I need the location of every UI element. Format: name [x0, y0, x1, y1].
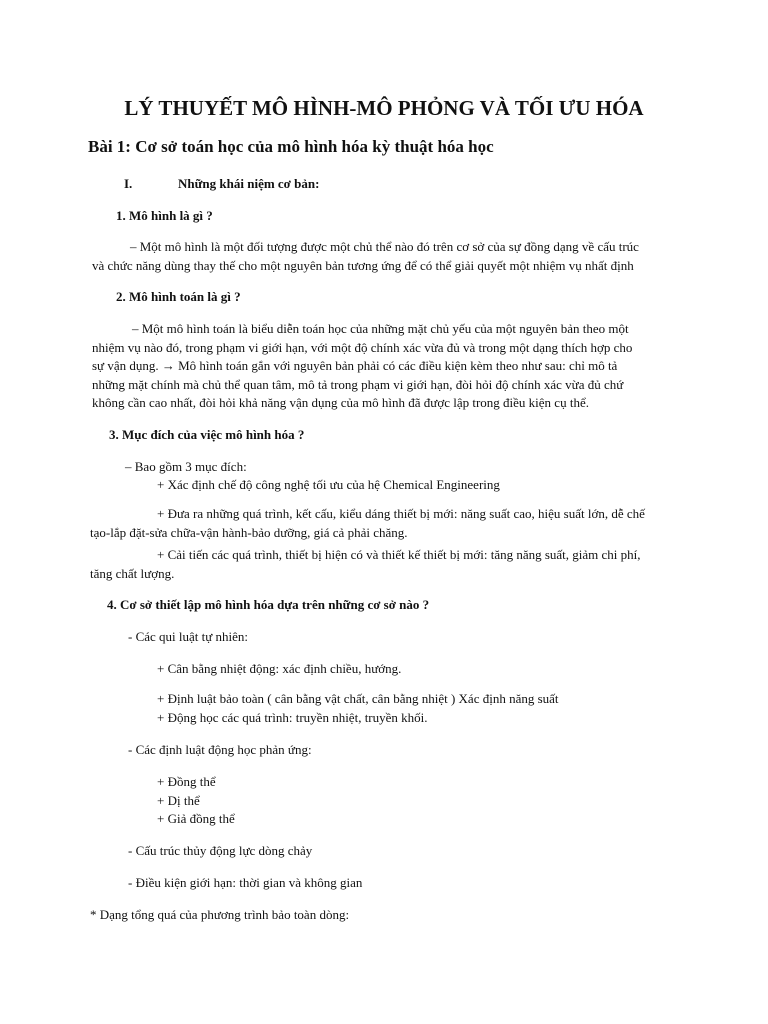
purpose-item-1: + Xác định chế độ công nghệ tối ưu của hệ Chemical Engineering	[157, 477, 500, 492]
natural-law-item-1: + Cân bằng nhiệt động: xác định chiều, hướng.	[157, 661, 402, 676]
section-heading: Những khái niệm cơ bản:	[178, 176, 320, 191]
question-4-heading: 4. Cơ sở thiết lập mô hình hóa dựa trên những cơ sở nào ?	[107, 597, 430, 612]
document-title: LÝ THUYẾT MÔ HÌNH-MÔ PHỎNG VÀ TỐI ƯU HÓA	[124, 96, 644, 120]
hydrodynamics-item: - Cấu trúc thủy động lực dòng chảy	[128, 843, 313, 858]
answer-line: và chức năng dùng thay thế cho một nguyên bản tương ứng để có thể giải quyết một nhiệm vụ nhất định	[92, 257, 634, 273]
answer-line: sự vận dụng. → Mô hình toán gắn với nguyên bản phải có các điều kiện kèm theo như sau: chỉ mô tả	[92, 358, 618, 373]
answer-line: + Đưa ra những quá trình, kết cấu, kiểu dáng thiết bị mới: năng suất cao, hiệu suất lớn, dễ chế	[157, 506, 645, 521]
question-2-heading: 2. Mô hình toán là gì ?	[116, 289, 241, 304]
purpose-item-3	[90, 546, 680, 583]
question-3-intro: – Bao gồm 3 mục đích:	[125, 459, 247, 474]
answer-line: không cần cao nhất, đòi hỏi khả năng vận dụng của mô hình đã được lập trong điều kiện cụ thể.	[92, 395, 589, 410]
answer-line: tăng chất lượng.	[90, 565, 175, 581]
lesson-heading: Bài 1: Cơ sở toán học của mô hình hóa kỳ thuật hóa học	[88, 137, 494, 156]
answer-line: tạo-lắp đặt-sửa chữa-vận hành-bảo dưỡng, giá cả phải chăng.	[90, 524, 408, 540]
question-3-heading: 3. Mục đích của việc mô hình hóa ?	[109, 427, 305, 442]
answer-line: – Một mô hình toán là biểu diễn toán học của những mặt chủ yếu của một nguyên bản theo một	[132, 321, 629, 336]
answer-line: những mặt chính mà chủ thể quan tâm, mô tả trong phạm vi giới hạn, đòi hỏi độ chính xác vừa đủ chứ	[92, 376, 624, 392]
natural-laws-heading: - Các qui luật tự nhiên:	[128, 629, 249, 644]
section-number: I.	[124, 176, 133, 191]
natural-law-item-3: + Động học các quá trình: truyền nhiệt, truyền khối.	[157, 710, 428, 725]
question-2-answer	[92, 320, 678, 413]
conservation-equation-note: * Dạng tổng quá của phương trình bảo toàn dòng:	[90, 907, 350, 922]
kinetics-item-3: + Giả đồng thể	[157, 811, 235, 826]
answer-line: + Cải tiến các quá trình, thiết bị hiện có và thiết kế thiết bị mới: tăng năng suất, giảm chi phí,	[157, 547, 641, 562]
question-1-answer	[92, 238, 678, 275]
kinetics-item-1: + Đồng thể	[157, 774, 216, 789]
answer-line: – Một mô hình là một đối tượng được một chủ thể nào đó trên cơ sở của sự đồng dạng về cấu trúc	[130, 239, 639, 254]
natural-law-item-2: + Định luật bảo toàn ( cân bằng vật chất, cân bằng nhiệt ) Xác định năng suất	[157, 691, 559, 706]
question-1-heading: 1. Mô hình là gì ?	[116, 208, 213, 223]
answer-line: nhiệm vụ nào đó, trong phạm vi giới hạn, với một độ chính xác vừa đủ và trong một dạng thích hợp cho	[92, 339, 633, 355]
purpose-item-2	[90, 505, 680, 542]
kinetics-heading: - Các định luật động học phản ứng:	[128, 742, 312, 757]
boundary-conditions-item: - Điều kiện giới hạn: thời gian và không gian	[128, 875, 363, 890]
kinetics-item-2: + Dị thể	[157, 793, 200, 808]
